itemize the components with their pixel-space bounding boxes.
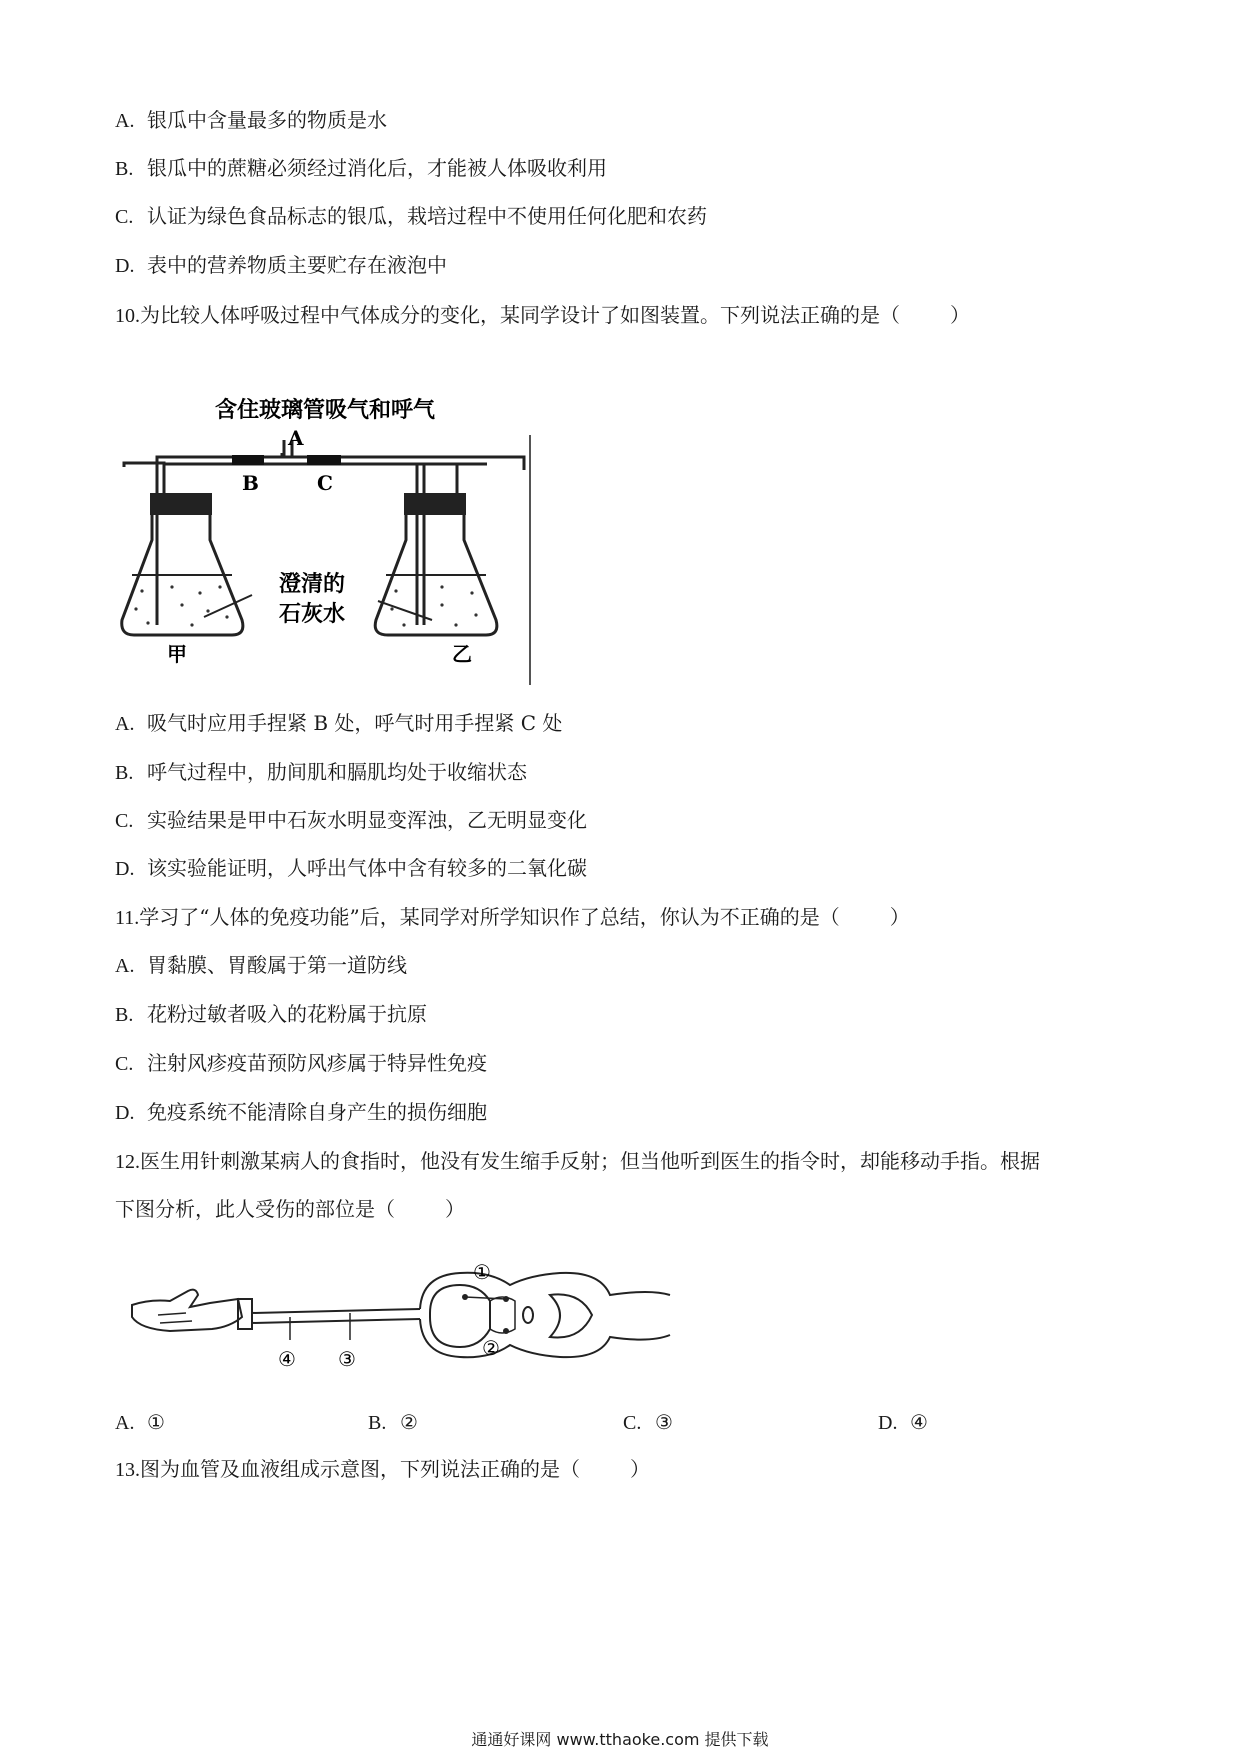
option-text: 胃黏膜、胃酸属于第一道防线	[147, 953, 407, 977]
q12-option-a	[115, 1410, 165, 1435]
liquid-label-line2: 石灰水	[278, 601, 346, 627]
option-text: 认证为绿色食品标志的银瓜，栽培过程中不使用任何化肥和农药	[147, 204, 707, 228]
breathing-apparatus-diagram	[112, 355, 538, 685]
option-letter: A.	[115, 713, 135, 735]
option-text: 银瓜中含量最多的物质是水	[147, 108, 387, 132]
q12-option-c	[623, 1410, 673, 1435]
option-text: 实验结果是甲中石灰水明显变浑浊，乙无明显变化	[147, 808, 587, 832]
option-letter: D.	[878, 1412, 898, 1434]
question-close-paren: ）	[950, 303, 970, 327]
option-letter: B.	[368, 1412, 387, 1434]
flask-label-right: 乙	[452, 642, 472, 666]
q11-option-a	[115, 952, 407, 979]
label-2: ②	[482, 1336, 500, 1360]
q12-stem-line2	[115, 1196, 465, 1222]
q11-option-d	[115, 1099, 487, 1126]
option-letter: A.	[115, 1412, 135, 1434]
option-text: 表中的营养物质主要贮存在液泡中	[147, 253, 447, 277]
question-close-paren: ）	[630, 1457, 650, 1481]
question-text: 医生用针刺激某病人的食指时，他没有发生缩手反射；但当他听到医生的指令时，却能移动手指。根据	[140, 1149, 1040, 1173]
option-text: 该实验能证明，人呼出气体中含有较多的二氧化碳	[147, 856, 587, 880]
option-text: ④	[910, 1410, 928, 1434]
q9-option-b	[115, 155, 607, 182]
q9-option-c	[115, 203, 707, 230]
q12-option-b	[368, 1410, 418, 1435]
q10-option-b	[115, 759, 527, 786]
question-text: 为比较人体呼吸过程中气体成分的变化，某同学设计了如图装置。下列说法正确的是（	[140, 303, 900, 327]
option-text: ③	[655, 1410, 673, 1434]
q13-stem	[115, 1456, 650, 1483]
option-letter: C.	[115, 1053, 134, 1075]
q10-option-a	[115, 710, 562, 737]
q10-option-d	[115, 855, 587, 882]
option-letter: D.	[115, 255, 135, 277]
q12-stem-line1	[115, 1148, 1040, 1175]
option-text: 呼气过程中，肋间肌和膈肌均处于收缩状态	[147, 760, 527, 784]
liquid-label-line1: 澄清的	[278, 571, 346, 597]
option-letter: A.	[115, 955, 135, 977]
q12-options-row	[115, 1410, 1015, 1440]
question-text: 下图分析，此人受伤的部位是（	[115, 1197, 395, 1221]
option-letter: B.	[115, 1004, 134, 1026]
label-4: ④	[278, 1347, 296, 1371]
question-close-paren: ）	[889, 905, 910, 929]
question-number: 13.	[115, 1459, 140, 1481]
q11-stem	[115, 904, 910, 931]
label-1: ①	[473, 1260, 491, 1284]
option-letter: A.	[115, 110, 135, 132]
label-a: A	[288, 426, 304, 450]
question-text: 学习了“人体的免疫功能”后，某同学对所学知识作了总结，你认为不正确的是（	[139, 905, 840, 929]
question-number: 11.	[115, 907, 140, 929]
question-close-paren: ）	[445, 1197, 465, 1221]
option-letter: D.	[115, 858, 135, 880]
q11-option-b	[115, 1001, 427, 1028]
question-number: 12.	[115, 1151, 140, 1173]
option-letter: B.	[115, 158, 134, 180]
option-text: ②	[400, 1410, 418, 1434]
option-text: 花粉过敏者吸入的花粉属于抗原	[147, 1002, 427, 1026]
option-letter: C.	[115, 206, 134, 228]
q10-option-c	[115, 807, 587, 834]
option-letter: D.	[115, 1102, 135, 1124]
option-text: 注射风疹疫苗预防风疹属于特异性免疫	[147, 1051, 487, 1075]
page-footer: 通通好课网 www.tthaoke.com 提供下载	[471, 1730, 769, 1749]
label-c: C	[317, 471, 333, 495]
reflex-arc-diagram	[130, 1255, 675, 1385]
option-text: 银瓜中的蔗糖必须经过消化后，才能被人体吸收利用	[147, 156, 607, 180]
question-text: 图为血管及血液组成示意图，下列说法正确的是（	[140, 1457, 580, 1481]
option-text: 吸气时应用手捏紧 B 处，呼气时用手捏紧 C 处	[147, 711, 563, 735]
option-letter: C.	[623, 1412, 642, 1434]
option-letter: C.	[115, 810, 134, 832]
breathing-apparatus-figure	[112, 355, 538, 685]
reflex-arc-figure	[130, 1255, 675, 1385]
option-letter: B.	[115, 762, 134, 784]
q12-option-d	[878, 1410, 928, 1435]
q9-option-a	[115, 107, 387, 134]
question-number: 10.	[115, 305, 140, 327]
q11-option-c	[115, 1050, 487, 1077]
flask-label-left: 甲	[167, 642, 187, 666]
option-text: ①	[147, 1410, 165, 1434]
label-3: ③	[338, 1347, 356, 1371]
label-b: B	[242, 471, 259, 495]
q9-option-d	[115, 252, 447, 279]
option-text: 免疫系统不能清除自身产生的损伤细胞	[147, 1100, 487, 1124]
q10-stem	[115, 302, 970, 329]
figure-caption: 含住玻璃管吸气和呼气	[214, 397, 436, 423]
